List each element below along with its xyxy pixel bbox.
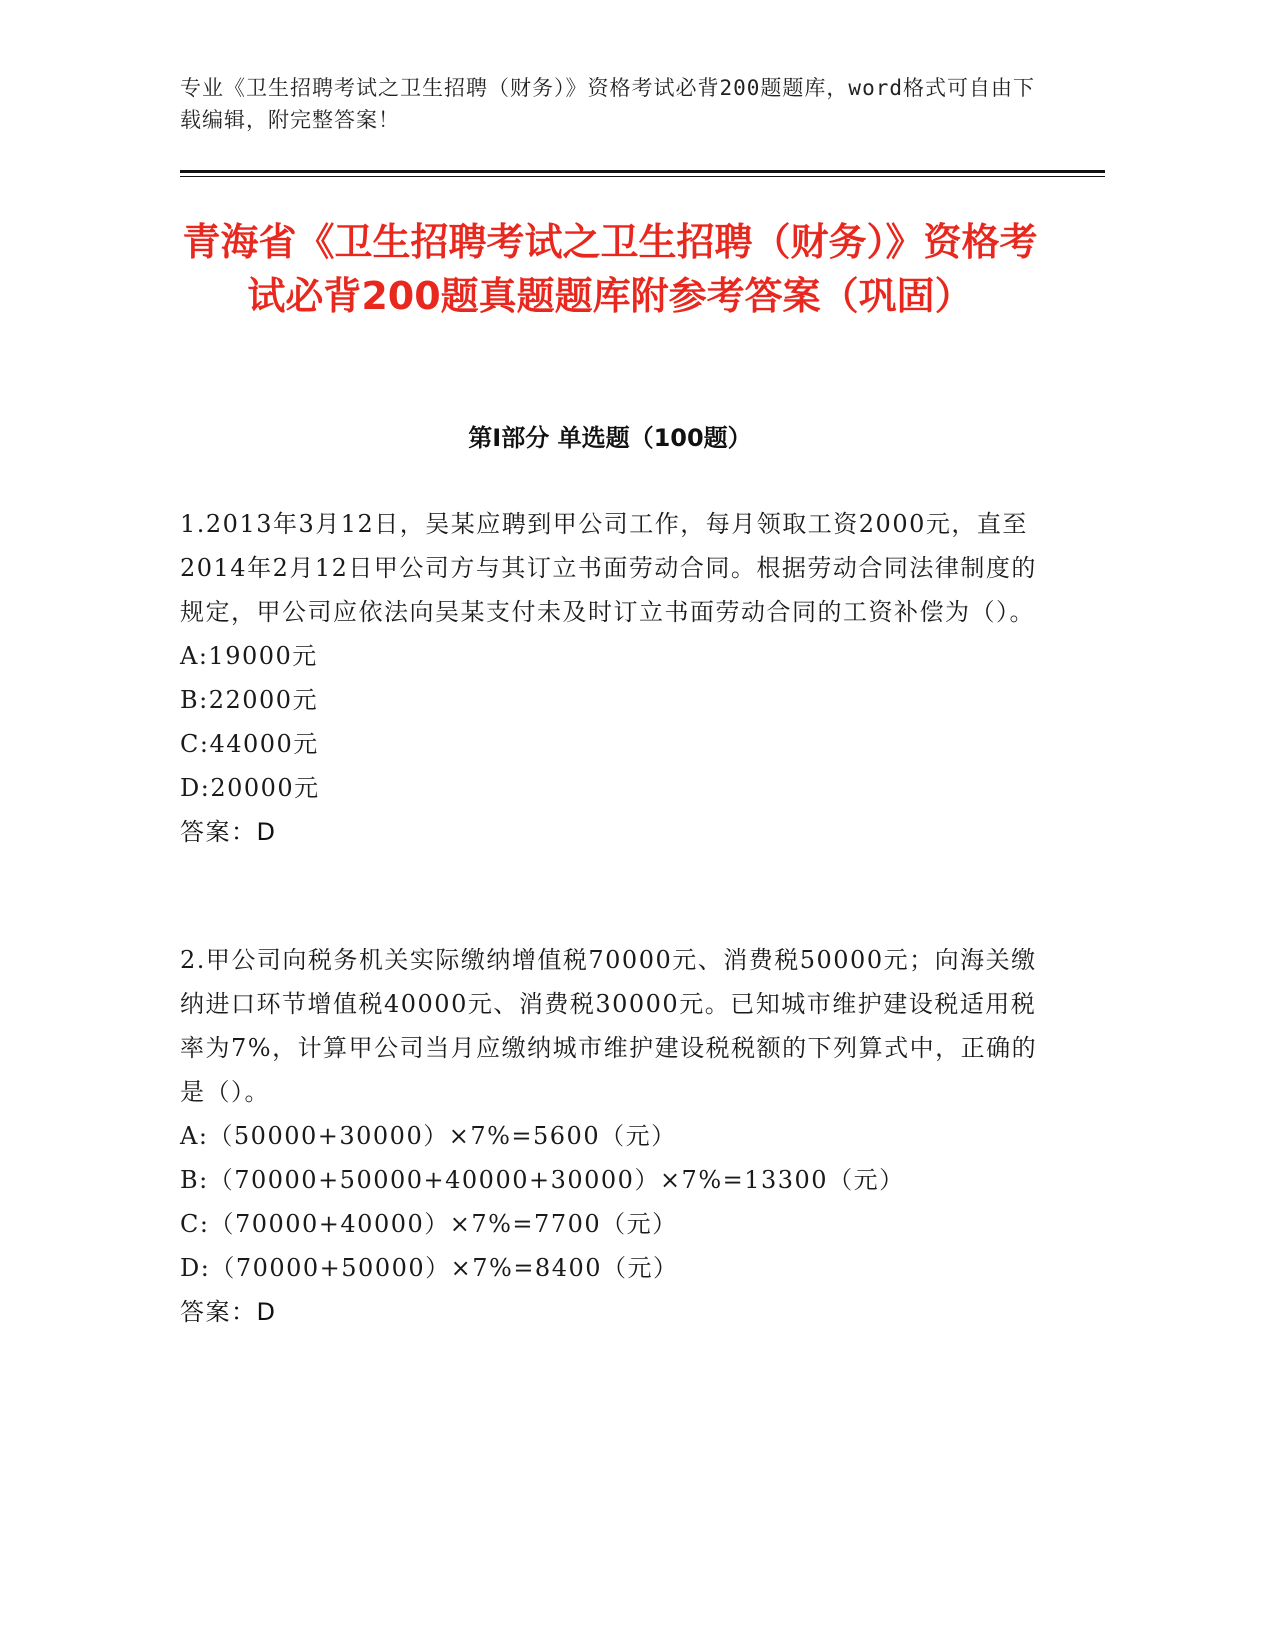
header-note: 专业《卫生招聘考试之卫生招聘（财务）》资格考试必背200题题库，word格式可自由下载编辑，附完整答案！: [180, 76, 1035, 132]
header-divider-thick: [180, 170, 1105, 173]
option-b: B:22000元: [180, 686, 319, 714]
option-d: D:20000元: [180, 774, 320, 802]
question-stem: 2.甲公司向税务机关实际缴纳增值税70000元、消费税50000元；向海关缴纳进口环节增值税40000元、消费税30000元。已知城市维护建设税适用税率为7%，计算甲公司当月应缴纳城市维护建设税税额的下列算式中，正确的是（）。: [180, 946, 1038, 1106]
question-1: [180, 502, 1040, 854]
option-a: A:19000元: [180, 642, 318, 670]
option-c: C:（70000+40000）×7%=7700（元）: [180, 1210, 678, 1238]
option-a: A:（50000+30000）×7%=5600（元）: [180, 1122, 677, 1150]
option-b: B:（70000+50000+40000+30000）×7%=13300（元）: [180, 1166, 905, 1194]
question-stem: 1.2013年3月12日，吴某应聘到甲公司工作，每月领取工资2000元，直至2014年2月12日甲公司方与其订立书面劳动合同。根据劳动合同法律制度的规定，甲公司应依法向吴某支付未及时订立书面劳动合同的工资补偿为（）。: [180, 510, 1037, 626]
header-divider-thin: [180, 176, 1105, 177]
answer-label: 答案：D: [180, 1298, 277, 1326]
document-title: 青海省《卫生招聘考试之卫生招聘（财务）》资格考试必背200题真题题库附参考答案（巩固）: [182, 220, 1038, 318]
option-d: D:（70000+50000）×7%=8400（元）: [180, 1254, 679, 1282]
answer-label: 答案：D: [180, 818, 277, 846]
option-c: C:44000元: [180, 730, 319, 758]
section-heading: 第I部分 单选题（100题）: [468, 424, 752, 452]
question-2: [180, 938, 1040, 1334]
